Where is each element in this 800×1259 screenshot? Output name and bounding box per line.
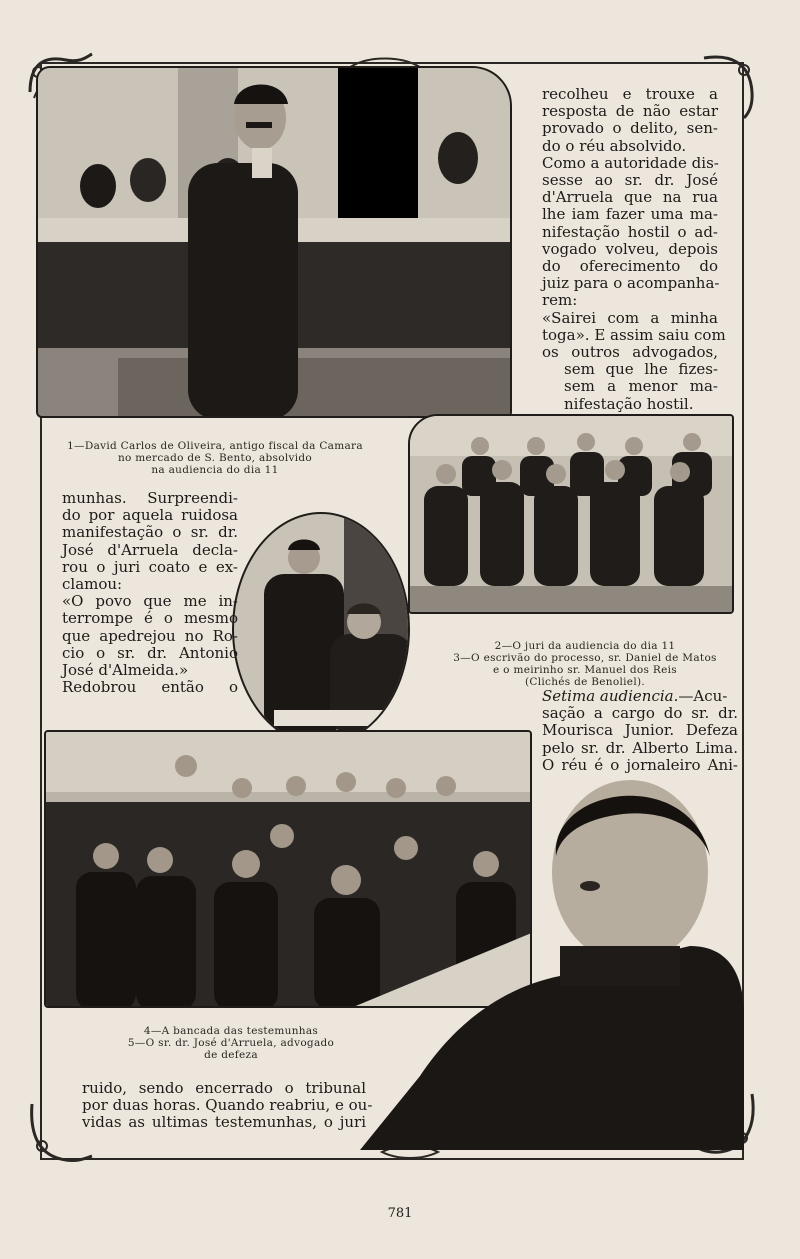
caption-photo-2-3	[430, 640, 740, 688]
text-line: sem que lhe fizes-	[564, 360, 718, 379]
caption-line: na audiencia do dia 11	[151, 464, 279, 476]
text-line: sem a menor ma-	[564, 377, 718, 396]
text-line: toga». E assim saiu com	[542, 325, 726, 344]
text-line: sesse ao sr. dr. José	[542, 171, 718, 190]
text-line: Como a autoridade dis-	[542, 153, 719, 172]
text-column-top-right	[542, 85, 726, 413]
section-heading-setima-audiencia: Setima audiencia.	[542, 687, 679, 705]
text-column-left-middle	[62, 490, 238, 696]
caption-photo-1	[50, 440, 380, 476]
page-number: 781	[387, 1206, 413, 1221]
text-line: «O povo que me in-	[62, 592, 238, 611]
text-column-right-middle	[542, 688, 738, 774]
text-line: resposta de não estar	[542, 102, 718, 121]
text-line	[542, 688, 738, 705]
text-line: nifestação hostil.	[564, 394, 694, 413]
text-line: nifestação hostil o ad-	[542, 222, 718, 241]
caption-line: 3—O escrivão do processo, sr. Daniel de Matos	[453, 652, 717, 664]
text-line: pelo sr. dr. Alberto Lima.	[542, 738, 738, 757]
text-line: vidas as ultimas testemunhas, o juri	[82, 1113, 366, 1132]
caption-line: (Clichés de Benoliel).	[524, 676, 646, 688]
text-line: que apedrejou no Ro-	[62, 626, 238, 645]
caption-line: 4—A bancada das testemunhas	[143, 1025, 319, 1037]
text-line: provado o delito, sen-	[542, 119, 718, 138]
text-line: munhas. Surpreendi-	[62, 489, 238, 507]
text-line: do o réu absolvido.	[542, 136, 687, 155]
text-bottom-left	[82, 1079, 373, 1132]
text-line: rem:	[542, 291, 578, 310]
text-line: José d'Almeida.»	[62, 661, 189, 680]
photo-escrivao-meirinho	[232, 512, 410, 746]
caption-line: de defeza	[204, 1049, 258, 1061]
text-line: «Sairei com a minha	[542, 308, 718, 327]
text-line: recolheu e trouxe a	[542, 85, 718, 103]
text-line: juiz para o acompanha-	[542, 274, 720, 293]
text-line: sação a cargo do sr. dr.	[542, 704, 738, 723]
text-line: os outros advogados,	[542, 343, 718, 362]
text-line: terrompe é o mesmo	[62, 609, 238, 628]
text-line: O réu é o jornaleiro Ani-	[542, 755, 738, 774]
caption-line: no mercado de S. Bento, absolvido	[117, 452, 313, 464]
caption-line: 2—O juri da audiencia do dia 11	[494, 640, 676, 652]
caption-photo-4-5	[66, 1025, 396, 1061]
caption-line: 1—David Carlos de Oliveira, antigo fiscal da Camara	[67, 440, 363, 452]
photo-david-carlos-oliveira	[36, 66, 512, 418]
photo-juri	[408, 414, 734, 614]
text-line: Mourisca Junior. Defeza	[542, 721, 738, 740]
text-line: por duas horas. Quando reabriu, e ou-	[82, 1096, 373, 1115]
caption-line: e o meirinho sr. Manuel dos Reis	[493, 664, 677, 676]
text-span: —Acu-	[678, 687, 728, 705]
text-line: manifestação o sr. dr.	[62, 523, 238, 542]
photo-jose-arruela	[360, 776, 744, 1150]
text-line: do por aquela ruidosa	[62, 506, 238, 525]
text-line: vogado volveu, depois	[542, 239, 718, 258]
text-line: d'Arruela que na rua	[542, 188, 718, 207]
text-line: José d'Arruela decla-	[62, 540, 238, 559]
text-line: ruido, sendo encerrado o tribunal	[82, 1079, 366, 1097]
text-line: do oferecimento do	[542, 257, 718, 276]
caption-line: 5—O sr. dr. José d'Arruela, advogado	[127, 1037, 335, 1049]
text-line: cio o sr. dr. Antonio	[62, 643, 238, 662]
text-line: clamou:	[62, 575, 123, 594]
text-line: Redobrou então o	[62, 678, 238, 697]
text-line: lhe iam fazer uma ma-	[542, 205, 718, 224]
text-line: rou o juri coato e ex-	[62, 557, 238, 576]
